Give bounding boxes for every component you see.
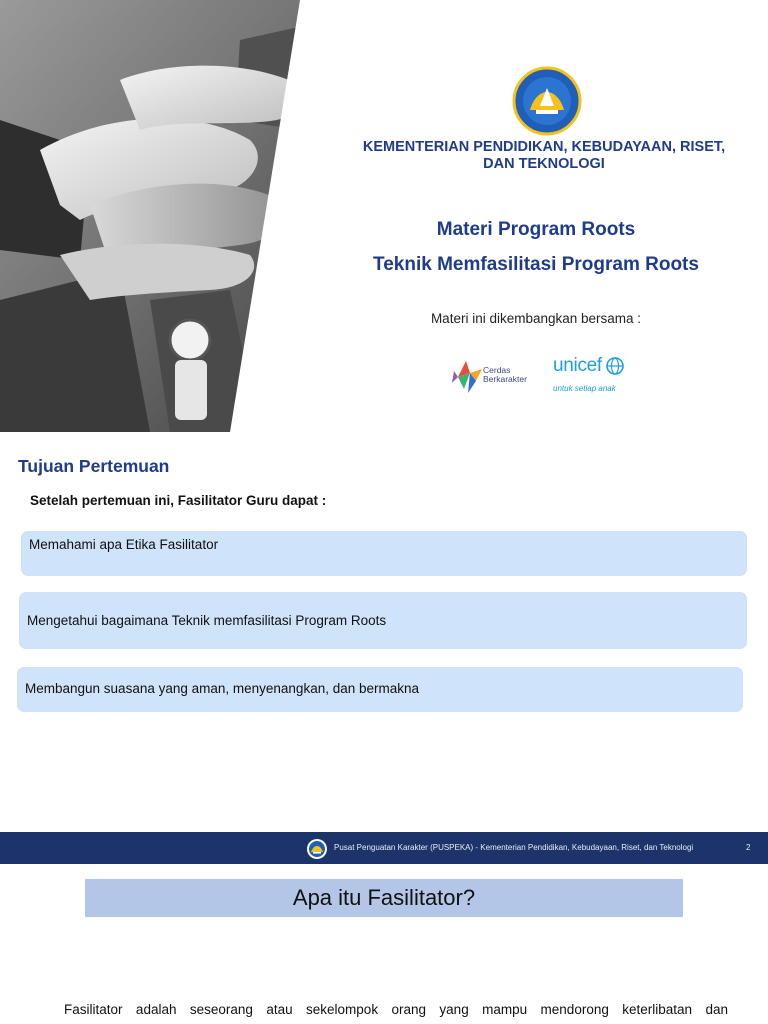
objectives-slide <box>0 432 768 864</box>
slide-footer <box>0 832 768 864</box>
berkarakter-label: Berkarakter <box>483 374 527 384</box>
cerdas-label: Cerdas <box>483 365 511 375</box>
objective-item: Membangun suasana yang aman, menyenangkan, dan bermakna <box>17 667 743 712</box>
developed-with-text: Materi ini dikembangkan bersama : <box>430 311 642 326</box>
objectives-subtitle: Setelah pertemuan ini, Fasilitator Guru dapat : <box>30 493 327 508</box>
unicef-tagline: untuk setiap anak <box>553 384 616 393</box>
stacked-hands-photo <box>0 0 768 432</box>
ministry-name-line2: DAN TEKNOLOGI <box>483 156 605 172</box>
ministry-name <box>320 139 768 173</box>
cerdas-berkarakter-label <box>483 366 527 384</box>
unicef-logo-text: unicef <box>553 355 602 376</box>
objective-item: Mengetahui bagaimana Teknik memfasilitasi Program Roots <box>19 592 747 649</box>
ministry-emblem-logo <box>512 66 582 136</box>
footer-text: Pusat Penguatan Karakter (PUSPEKA) - Kementerian Pendidikan, Kebudayaan, Riset, dan Teknologi <box>334 843 694 852</box>
ministry-name-line1: KEMENTERIAN PENDIDIKAN, KEBUDAYAAN, RISET, <box>362 139 726 155</box>
facilitator-definition-slide <box>0 864 768 1024</box>
objective-item: Memahami apa Etika Fasilitator <box>21 531 747 576</box>
objectives-title: Tujuan Pertemuan <box>18 456 170 476</box>
title-slide <box>0 0 768 432</box>
ministry-emblem-small-logo <box>306 838 328 860</box>
definition-text: Fasilitator adalah seseorang atau sekelompok orang yang mampu mendorong keterlibatan dan <box>64 1002 728 1017</box>
definition-title: Apa itu Fasilitator? <box>292 885 476 910</box>
slide-title-line1: Materi Program Roots <box>436 219 636 240</box>
unicef-globe-icon <box>605 356 625 376</box>
page-number: 2 <box>746 843 751 852</box>
slide-title-line2: Teknik Memfasilitasi Program Roots <box>373 254 699 275</box>
